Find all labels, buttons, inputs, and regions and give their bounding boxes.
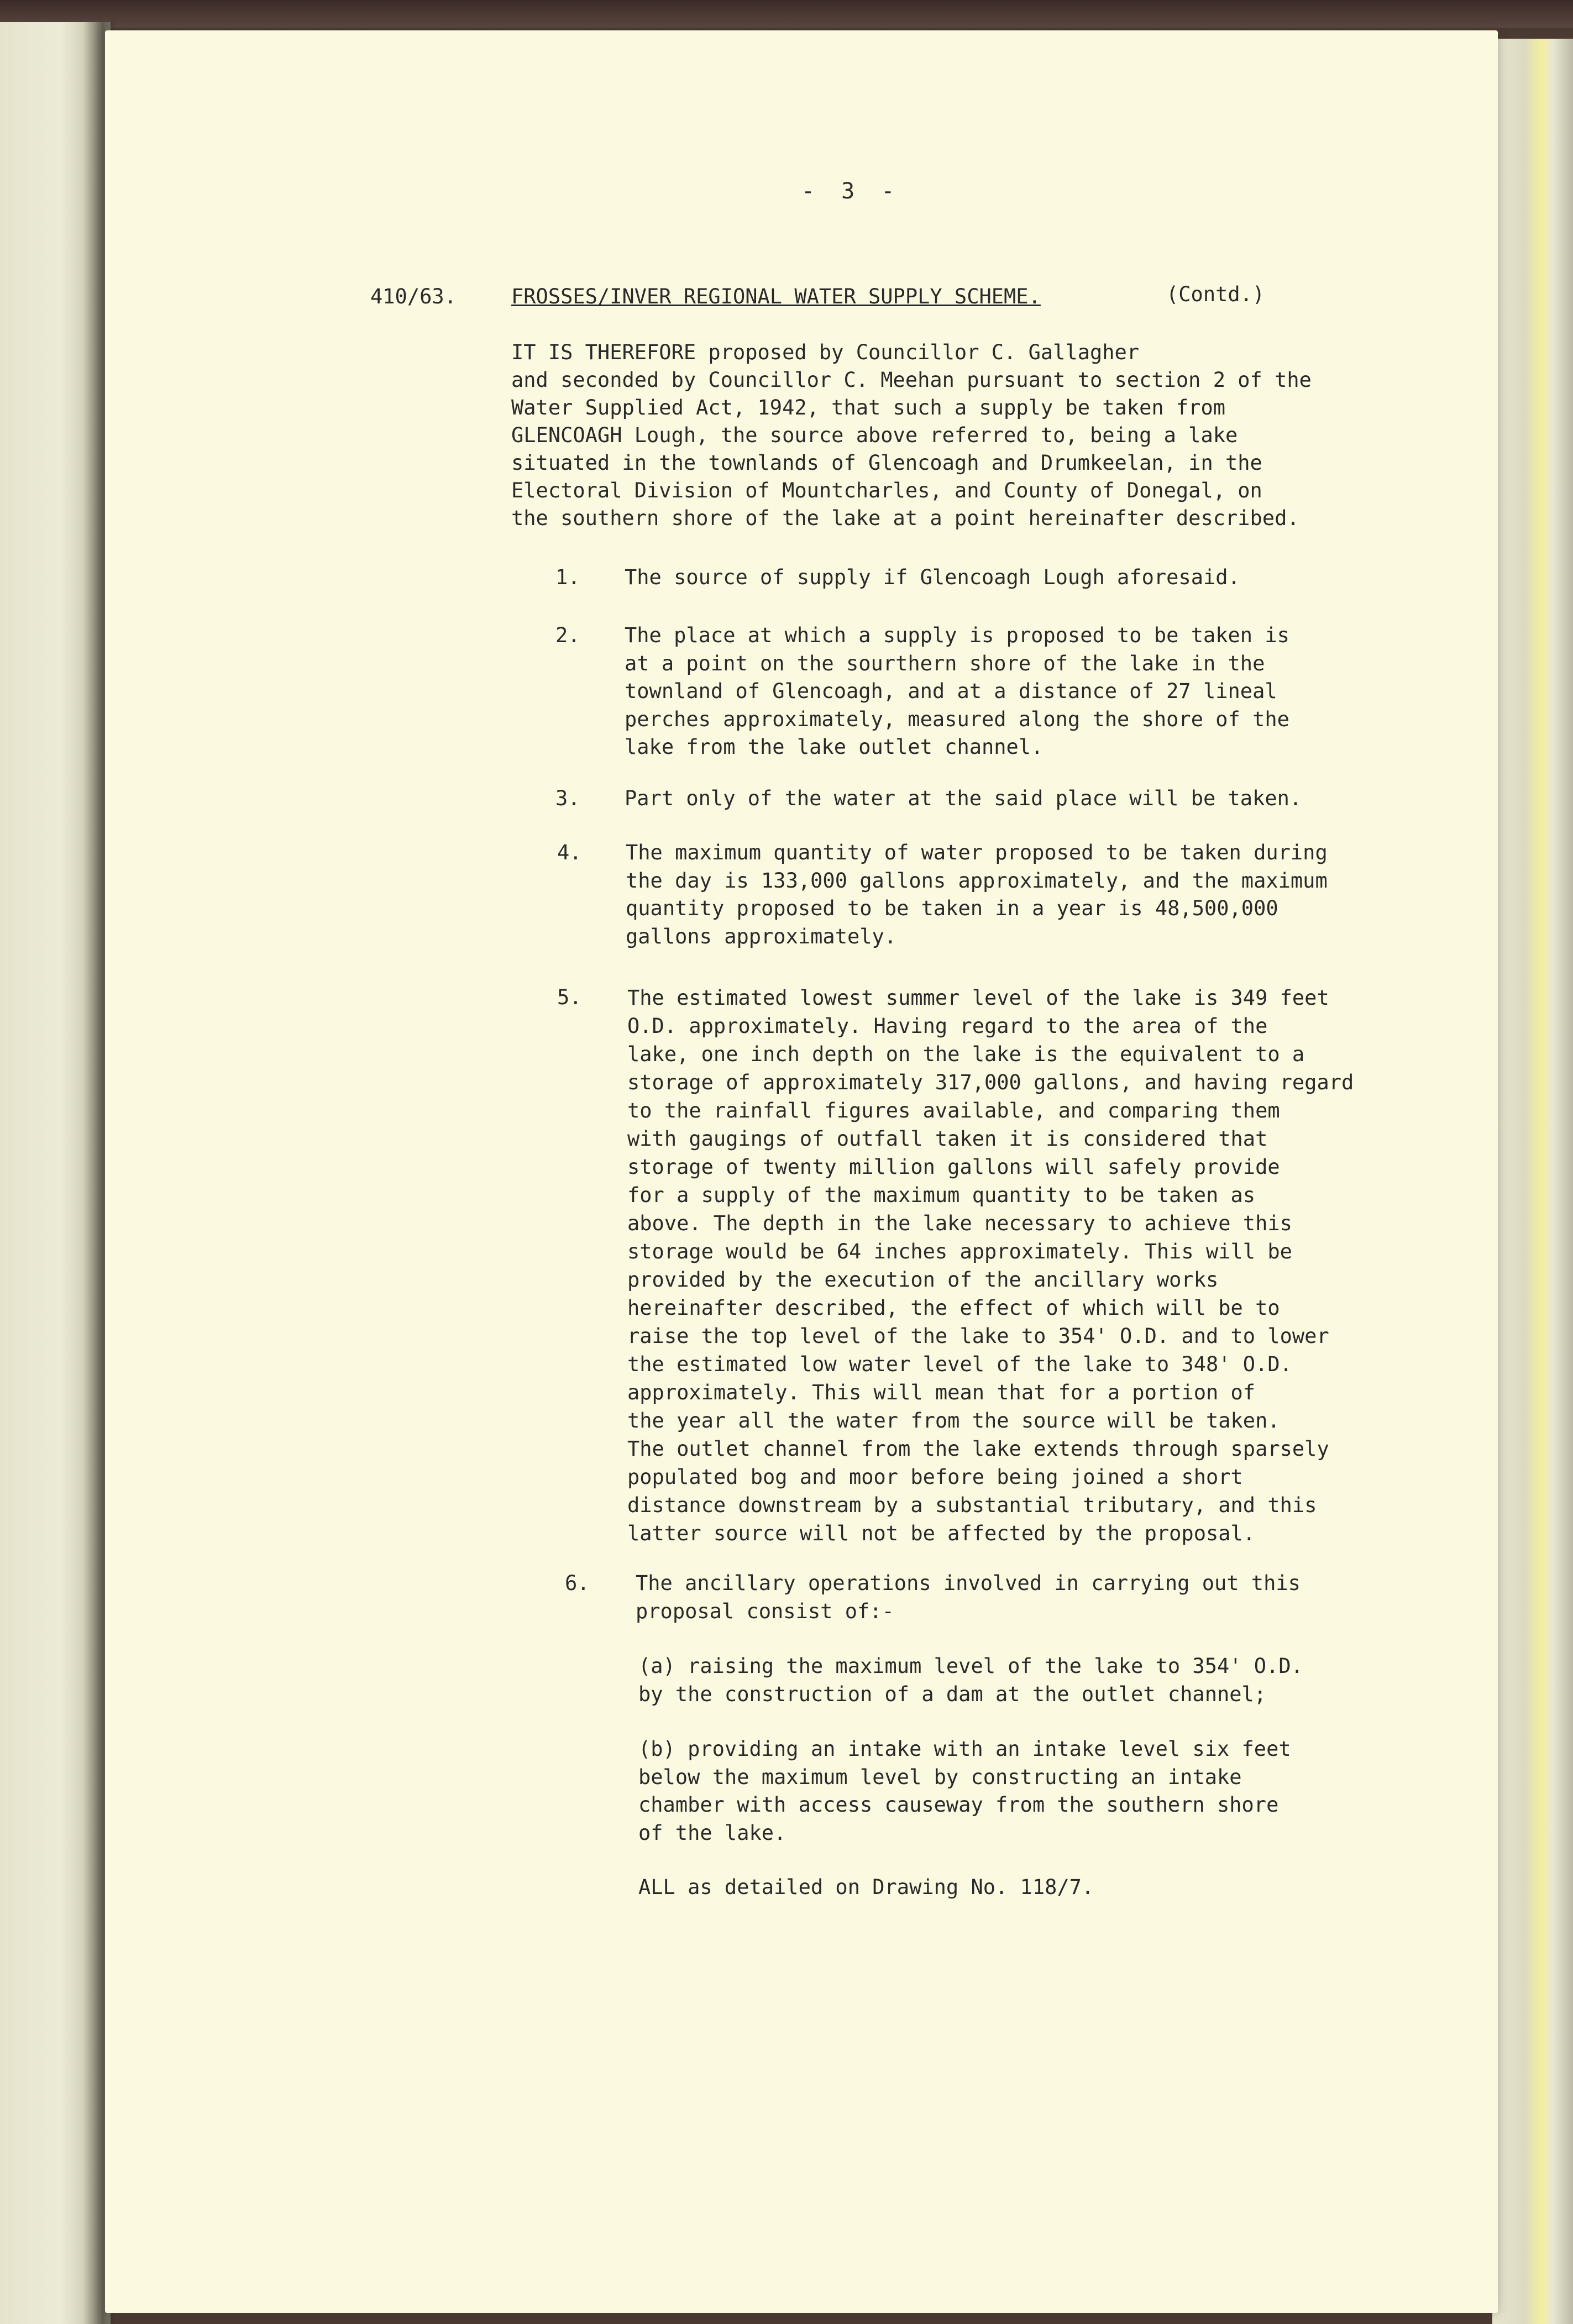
list-item-number: 6. bbox=[565, 1571, 590, 1595]
continued-marker: (Contd.) bbox=[1166, 282, 1265, 306]
list-item-number: 2. bbox=[555, 623, 580, 647]
sub-item-b: (b) providing an intake with an intake level six feet below the maximum level by constructing an intake chamber with access causeway from the southern shore of the lake. bbox=[638, 1737, 1291, 1845]
list-item-number: 1. bbox=[555, 565, 580, 589]
list-item-text: The estimated lowest summer level of the lake is 349 feet O.D. approximately. Having regard to the area of the lake, one inch depth on the lake is the equivalent to a storage of approximately 317,000 gallons, and having regard to the rainfall figures available, and comparing them with gaugings of outfall taken it is considered that storage of twenty million gallons will safely provide for a supply of the maximum quantity to be taken as above. The depth in the lake necessary to achieve this storage would be 64 inches approximately. This will be provided by the execution of the ancillary works hereinafter described, the effect of which will be to raise the top level of the lake to 354' O.D. and to lower the estimated low water level of the lake to 348' O.D. approximately. This will mean that for a portion of the year all the water from the source will be taken. The outlet channel from the lake extends through sparsely populated bog and moor before being joined a short distance downstream by a substantial tributary, and this latter source will not be affected by the proposal. bbox=[627, 986, 1354, 1545]
closing-line: ALL as detailed on Drawing No. 118/7. bbox=[638, 1875, 1094, 1899]
list-item-text: The place at which a supply is proposed to be taken is at a point on the sourthern shore of the lake in the townland of Glencoagh, and at a distance of 27 lineal perches approximately, measured along the shore of the lake from the lake outlet channel. bbox=[625, 623, 1289, 759]
section-heading: FROSSES/INVER REGIONAL WATER SUPPLY SCHEME. bbox=[511, 285, 1041, 308]
list-item-text: The maximum quantity of water proposed to be taken during the day is 133,000 gallons approximately, and the maximum quantity proposed to be taken in a year is 48,500,000 gallons approximately. bbox=[626, 841, 1328, 948]
list-item-text: Part only of the water at the said place will be taken. bbox=[625, 786, 1302, 810]
intro-paragraph: IT IS THEREFORE proposed by Councillor C. Gallagher and seconded by Councillor C. Meehan pursuant to section 2 of the Water Supplied Act, 1942, that such a supply be taken from GLENCOAGH Lough, the source above referred to, being a lake situated in the townlands of Glencoagh and Drumkeelan, in the Electoral Division of Mountcharles, and County of Donegal, on the southern shore of the lake at a point hereinafter described. bbox=[511, 340, 1312, 530]
page-number: - 3 - bbox=[801, 179, 901, 204]
list-item-number: 5. bbox=[557, 985, 582, 1009]
minute-reference: 410/63. bbox=[370, 285, 457, 308]
document-page bbox=[105, 30, 1498, 2313]
list-item-number: 4. bbox=[557, 841, 582, 864]
list-item-number: 3. bbox=[555, 786, 580, 810]
background-top-edge bbox=[0, 0, 1573, 28]
list-item-text: The ancillary operations involved in carrying out this proposal consist of:- bbox=[636, 1571, 1301, 1623]
list-item-text: The source of supply if Glencoagh Lough aforesaid. bbox=[625, 565, 1240, 589]
sub-item-a: (a) raising the maximum level of the lake to 354' O.D. by the construction of a dam at the outlet channel; bbox=[638, 1654, 1303, 1706]
